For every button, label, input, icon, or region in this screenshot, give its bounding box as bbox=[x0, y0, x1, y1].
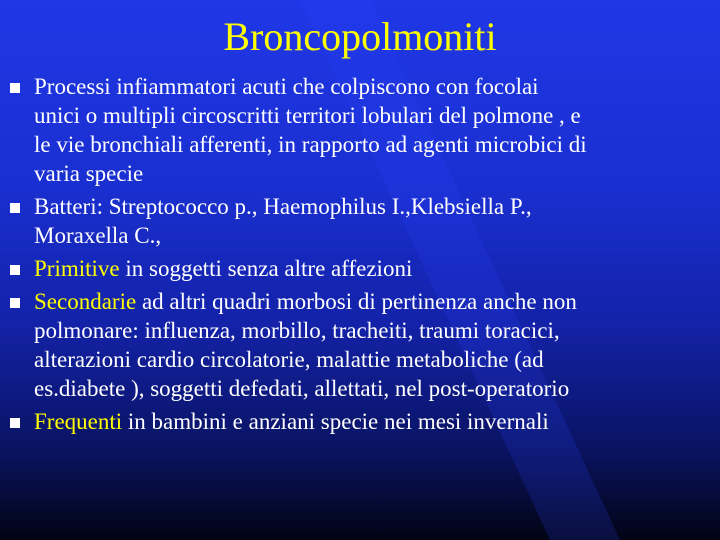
bullet-item bbox=[0, 254, 720, 283]
bullet-line: Batteri: Streptococco p., Haemophilus I.,Klebsiella P., bbox=[34, 194, 532, 219]
slide-title: Broncopolmoniti bbox=[223, 14, 497, 59]
square-bullet-icon bbox=[10, 203, 20, 213]
bullet-line: Moraxella C., bbox=[34, 223, 162, 248]
square-bullet-icon bbox=[10, 418, 20, 428]
bullet-item bbox=[0, 287, 720, 403]
highlighted-term: Frequenti bbox=[34, 409, 123, 434]
bullet-line: es.diabete ), soggetti defedati, allettati, nel post-operatorio bbox=[34, 376, 570, 401]
bullet-line: varia specie bbox=[34, 161, 144, 186]
bullet-line: in bambini e anziani specie nei mesi invernali bbox=[122, 409, 549, 434]
bullet-line: alterazioni cardio circolatorie, malattie metaboliche (ad bbox=[34, 347, 544, 372]
bullet-list bbox=[0, 72, 720, 440]
bullet-line: ad altri quadri morbosi di pertinenza anche non bbox=[136, 289, 577, 314]
square-bullet-icon bbox=[10, 83, 20, 93]
highlighted-term: Primitive bbox=[34, 256, 120, 281]
bullet-item bbox=[0, 407, 720, 436]
bullet-line: le vie bronchiali afferenti, in rapporto ad agenti microbici di bbox=[34, 132, 587, 157]
square-bullet-icon bbox=[10, 265, 20, 275]
square-bullet-icon bbox=[10, 298, 20, 308]
bullet-line: polmonare: influenza, morbillo, tracheiti, traumi toracici, bbox=[34, 318, 560, 343]
bullet-item bbox=[0, 72, 720, 188]
bullet-item bbox=[0, 192, 720, 250]
bullet-line: unici o multipli circoscritti territori lobulari del polmone , e bbox=[34, 103, 581, 128]
bullet-line: in soggetti senza altre affezioni bbox=[119, 256, 413, 281]
bullet-line: Processi infiammatori acuti che colpiscono con focolai bbox=[34, 74, 539, 99]
highlighted-term: Secondarie bbox=[34, 289, 137, 314]
